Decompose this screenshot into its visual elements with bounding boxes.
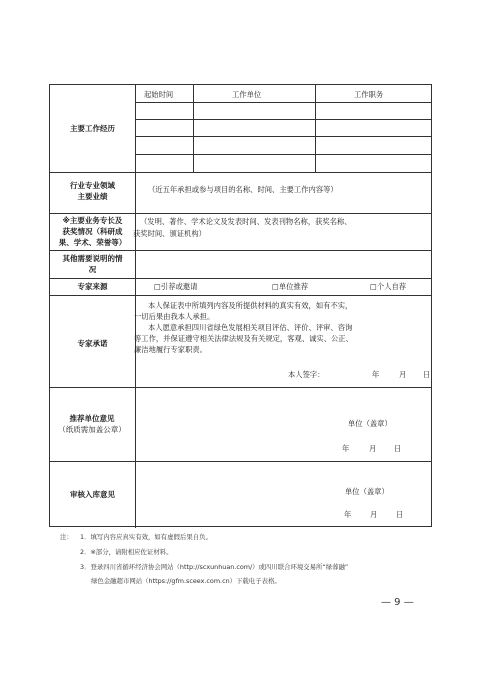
row-divider: [50, 278, 431, 279]
industry-label-line1: 行业专业领域: [70, 181, 115, 190]
work-unit-header: 工作单位: [232, 90, 262, 99]
row-divider: [50, 387, 431, 388]
commitment-p2-line1: 本人愿意承担四川省绿色发展相关项目评估、评价、评审、咨询: [148, 323, 353, 332]
sign-month-label: 月: [399, 370, 407, 379]
commitment-p2-line3: 廉洁地履行专家职责。: [134, 345, 207, 354]
note-3-line1: 3．登录四川省循环经济协会网站（http://scxunhuan.com/）或四川联合环境交易所“绿蓉融”: [80, 563, 349, 571]
review-label: 审核入库意见: [70, 490, 115, 499]
page-number: — 9 —: [381, 597, 414, 608]
label-column-divider: [135, 387, 136, 528]
recommend-month-label: 月: [369, 444, 377, 453]
commitment-p1-line1: 本人保证表中所填列内容及所提供材料的真实有效，如有不实，: [148, 301, 353, 310]
achievements-label-line2: 获奖情况（科研成: [62, 227, 123, 236]
note-3-line2: 绿色金融超市网站（https://gfm.sceex.com.cn）下载电子表格。: [91, 577, 281, 585]
other-label-line2: 况: [88, 265, 97, 274]
sign-year-label: 年: [372, 370, 380, 379]
row-divider: [50, 295, 431, 296]
work-experience-label: 主要工作经历: [70, 124, 115, 133]
signature-label: 本人签字：: [288, 370, 325, 379]
industry-label-line2: 主要业绩: [77, 192, 108, 201]
review-day-label: 日: [396, 510, 404, 519]
recommend-day-label: 日: [394, 444, 402, 453]
work-column-divider: [193, 85, 194, 172]
work-row-divider: [135, 154, 431, 155]
review-seal-label: 单位（盖章）: [345, 487, 389, 496]
industry-hint: （近五年承担或参与项目的名称、时间、主要工作内容等）: [148, 185, 338, 194]
commitment-p1-line2: 一切后果由我本人承担。: [134, 312, 215, 321]
work-row-divider: [135, 136, 431, 137]
note-1: 1．填写内容应真实有效，如有虚假后果自负。: [80, 533, 212, 541]
achievements-hint-line1: （发明、著作、学术论文及发表时间、发表刊物名称，获奖名称、: [140, 217, 352, 226]
expert-source-label: 专家来源: [77, 282, 108, 291]
work-row-divider: [135, 102, 431, 103]
recommend-seal-label: 单位（盖章）: [348, 419, 392, 428]
recommend-label-line1: 推荐单位意见: [69, 414, 115, 423]
source-option-invitation[interactable]: □引荐或邀请: [154, 282, 198, 291]
note-2: 2．※部分，请附相应佐证材料。: [80, 548, 173, 556]
source-option-unit-recommendation[interactable]: □单位推荐: [272, 282, 309, 291]
recommend-year-label: 年: [342, 444, 350, 453]
other-label-line1: 其他需要说明的情: [62, 254, 123, 263]
recommend-label-line2: （纸质需加盖公章）: [58, 425, 126, 434]
review-month-label: 月: [370, 510, 378, 519]
work-duty-header: 工作职务: [354, 90, 384, 99]
achievements-hint-line2: 获奖时间、颁证机构）: [133, 229, 206, 238]
row-divider: [50, 461, 431, 462]
expert-registration-form: [49, 84, 432, 527]
notes-prefix: 注：: [60, 533, 73, 541]
row-divider: [50, 213, 431, 214]
row-divider: [50, 172, 431, 173]
commitment-p2-line2: 等工作，并保证遵守相关法律法规及有关规定，客观、诚实、公正、: [134, 334, 353, 343]
achievements-label-line3: 果、学术、荣誉等）: [58, 238, 127, 247]
work-row-divider: [135, 119, 431, 120]
commitment-label: 专家承诺: [77, 339, 108, 348]
review-year-label: 年: [344, 510, 352, 519]
source-option-self-recommendation[interactable]: □个人自荐: [370, 282, 407, 291]
row-divider: [50, 250, 431, 251]
achievements-label-line1: ※主要业务专长及: [62, 216, 123, 225]
start-time-header: 起始时间: [144, 90, 174, 99]
sign-day-label: 日: [423, 370, 431, 379]
work-column-divider: [315, 85, 316, 172]
